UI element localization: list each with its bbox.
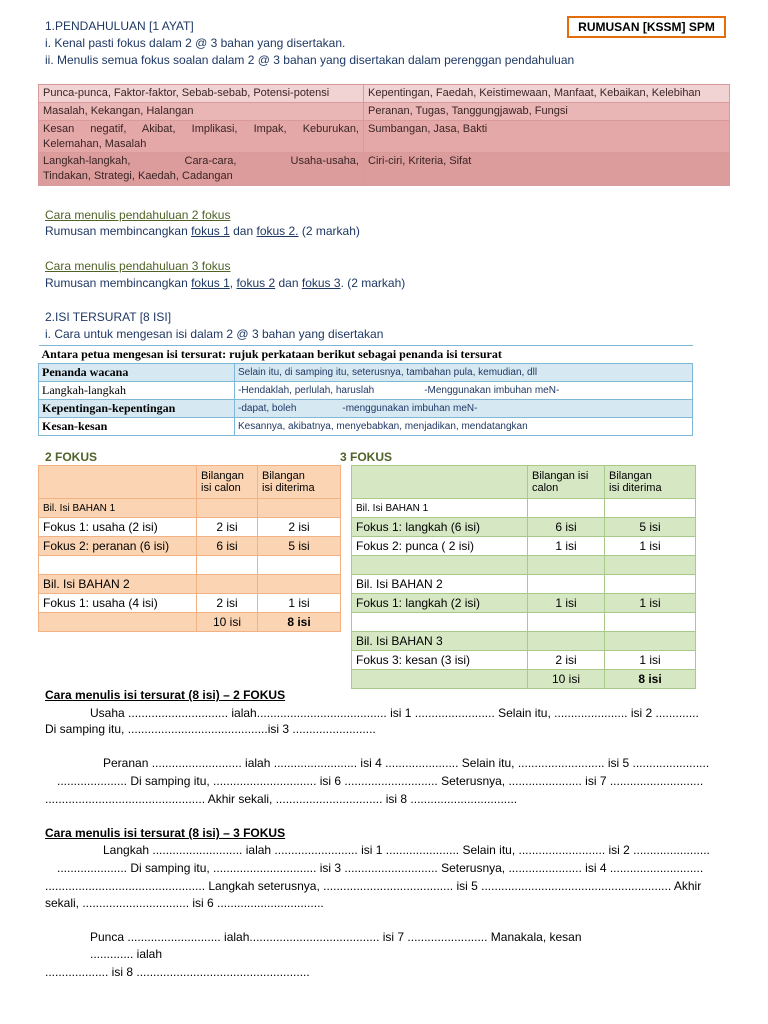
table-cell (197, 556, 258, 575)
table-cell: 1 isi (528, 594, 605, 613)
table-cell: Fokus 1: usaha (4 isi) (39, 594, 197, 613)
table-header-cell: Bilangan isi diterima (258, 466, 341, 499)
table-cell (528, 556, 605, 575)
table-cell: Fokus 2: peranan (6 isi) (39, 537, 197, 556)
table-cell: Bil. Isi BAHAN 1 (352, 499, 528, 518)
table-cell: Masalah, Kekangan, Halangan (39, 103, 364, 121)
fokus3-table (351, 465, 696, 689)
table-cell: Bil. Isi BAHAN 1 (39, 499, 197, 518)
petua-table-header: Antara petua mengesan isi tersurat: rujuk perkataan berikut sebagai penanda isi tersurat (39, 346, 693, 364)
table-cell (352, 466, 528, 499)
table-cell: Fokus 1: usaha (2 isi) (39, 518, 197, 537)
table-cell: 5 isi (258, 537, 341, 556)
table-cell (39, 121, 364, 153)
table-cell (352, 556, 528, 575)
write3-line: Punca ............................ ialah....................................... isi 7 ........................ Manakala, kesan (90, 930, 582, 944)
write3-line: ................................................ Langkah seterusnya, ....................................... isi 5 ......................................................... Akhir (45, 879, 702, 893)
write3-line: ..................... Di samping itu, ............................... isi 3 ............................ Seterusnya, ...................... isi 4 ............................ (57, 861, 704, 875)
write3-heading: Cara menulis isi tersurat (8 isi) – 3 FOKUS (45, 826, 286, 840)
table-cell (528, 632, 605, 651)
write3-line: sekali, ................................ isi 6 ................................ (45, 896, 324, 910)
table-cell: Penanda wacana (39, 364, 235, 382)
table-cell (605, 575, 696, 594)
table-cell (352, 613, 528, 632)
table-cell (258, 499, 341, 518)
write2-heading: Cara menulis isi tersurat (8 isi) – 2 FOKUS (45, 688, 286, 702)
section1-title: 1.PENDAHULUAN [1 AYAT] (45, 19, 194, 33)
table-cell (39, 613, 197, 632)
write3-line: ............. ialah (90, 947, 163, 961)
table-cell (605, 499, 696, 518)
table-cell (197, 575, 258, 594)
intro2-heading: Cara menulis pendahuluan 2 fokus (45, 208, 231, 222)
write3-line: ................... isi 8 .................................................... (45, 965, 310, 979)
table-cell: Selain itu, di samping itu, seterusnya, tambahan pula, kemudian, dll (235, 364, 693, 382)
table-cell: -dapat, boleh -menggunakan imbuhan meN- (235, 400, 693, 418)
table-cell: 10 isi (528, 670, 605, 689)
table-cell: 8 isi (605, 670, 696, 689)
table-cell: Ciri-ciri, Kriteria, Sifat (364, 153, 730, 186)
table-cell (605, 556, 696, 575)
write2-line: ..................... Di samping itu, ............................... isi 6 ............................ Seterusnya, ...................... isi 7 ............................ (57, 774, 704, 788)
title-badge: RUMUSAN [KSSM] SPM (567, 16, 726, 38)
fokus3-title: 3 FOKUS (340, 450, 393, 464)
cell-line: Kelemahan, Masalah (43, 138, 147, 150)
table-cell (258, 575, 341, 594)
table-cell: Fokus 1: langkah (2 isi) (352, 594, 528, 613)
table-cell: Bil. Isi BAHAN 3 (352, 632, 528, 651)
write3-line: Langkah ........................... ialah ......................... isi 1 ...................... Selain itu, .......................... isi 2 ....................... (103, 843, 710, 857)
intro3-sentence: Rumusan membincangkan fokus 1, fokus 2 dan fokus 3. (2 markah) (45, 276, 406, 290)
table-cell: Kesan-kesan (39, 418, 235, 436)
table-cell (39, 153, 364, 186)
cell-line: Langkah-langkah, Cara-cara, Usaha-usaha, (43, 155, 359, 167)
section1-line1: i. Kenal pasti fokus dalam 2 @ 3 bahan yang disertakan. (45, 36, 346, 50)
table-cell: -Hendaklah, perlulah, haruslah -Menggunakan imbuhan meN- (235, 382, 693, 400)
table-cell: 1 isi (528, 537, 605, 556)
section2-title: 2.ISI TERSURAT [8 ISI] (45, 310, 172, 324)
table-cell: Langkah-langkah (39, 382, 235, 400)
table-cell: Kepentingan, Faedah, Keistimewaan, Manfaat, Kebaikan, Kelebihan (364, 85, 730, 103)
petua-table (38, 345, 693, 436)
table-cell: Sumbangan, Jasa, Bakti (364, 121, 730, 153)
table-cell (528, 613, 605, 632)
table-cell: 2 isi (528, 651, 605, 670)
table-cell: Bil. Isi BAHAN 2 (352, 575, 528, 594)
table-header-cell: Bilangan isi calon (197, 466, 258, 499)
table-header-cell: Bilangan isi calon (528, 466, 605, 499)
table-cell (605, 613, 696, 632)
table-cell: 1 isi (258, 594, 341, 613)
table-cell (197, 499, 258, 518)
cell-line: Tindakan, Strategi, Kaedah, Cadangan (43, 170, 233, 182)
table-cell: Fokus 2: punca ( 2 isi) (352, 537, 528, 556)
focus-keywords-table (38, 84, 730, 186)
table-cell (352, 670, 528, 689)
table-cell: 1 isi (605, 594, 696, 613)
cell-line: Kesan negatif, Akibat, Implikasi, Impak, Keburukan, (43, 123, 359, 135)
table-cell: Fokus 1: langkah (6 isi) (352, 518, 528, 537)
table-cell (39, 466, 197, 499)
table-cell (528, 499, 605, 518)
table-header-cell: Bilangan isi diterima (605, 466, 696, 499)
table-cell: 8 isi (258, 613, 341, 632)
intro3-heading: Cara menulis pendahuluan 3 fokus (45, 259, 231, 273)
section1-line2: ii. Menulis semua fokus soalan dalam 2 @ 3 bahan yang disertakan dalam perenggan pendahuluan (45, 53, 575, 67)
table-cell: 5 isi (605, 518, 696, 537)
table-cell: 6 isi (528, 518, 605, 537)
fokus2-title: 2 FOKUS (45, 450, 98, 464)
table-cell: Peranan, Tugas, Tanggungjawab, Fungsi (364, 103, 730, 121)
table-cell (39, 556, 197, 575)
table-cell (528, 575, 605, 594)
table-cell: Fokus 3: kesan (3 isi) (352, 651, 528, 670)
intro2-sentence: Rumusan membincangkan fokus 1 dan fokus 2. (2 markah) (45, 224, 360, 238)
write2-line: Peranan ........................... ialah ......................... isi 4 ...................... Selain itu, .......................... isi 5 ....................... (103, 756, 710, 770)
write2-line: ................................................ Akhir sekali, ................................ isi 8 ................................ (45, 792, 518, 806)
table-cell: Bil. Isi BAHAN 2 (39, 575, 197, 594)
table-cell: 1 isi (605, 537, 696, 556)
table-cell (605, 632, 696, 651)
write2-line: Di samping itu, ..........................................isi 3 ......................... (45, 722, 376, 736)
section2-line1: i. Cara untuk mengesan isi dalam 2 @ 3 bahan yang disertakan (45, 327, 384, 341)
write2-line: Usaha .............................. ialah....................................... isi 1 ........................ Selain itu, ...................... isi 2 ............. (90, 706, 699, 720)
table-cell: Punca-punca, Faktor-faktor, Sebab-sebab, Potensi-potensi (39, 85, 364, 103)
table-cell: Kepentingan-kepentingan (39, 400, 235, 418)
table-cell: 1 isi (605, 651, 696, 670)
table-cell: 6 isi (197, 537, 258, 556)
table-cell: 2 isi (197, 594, 258, 613)
table-cell (258, 556, 341, 575)
table-cell: 2 isi (197, 518, 258, 537)
fokus2-table (38, 465, 341, 632)
table-cell: 10 isi (197, 613, 258, 632)
table-cell: 2 isi (258, 518, 341, 537)
table-cell: Kesannya, akibatnya, menyebabkan, menjadikan, mendatangkan (235, 418, 693, 436)
